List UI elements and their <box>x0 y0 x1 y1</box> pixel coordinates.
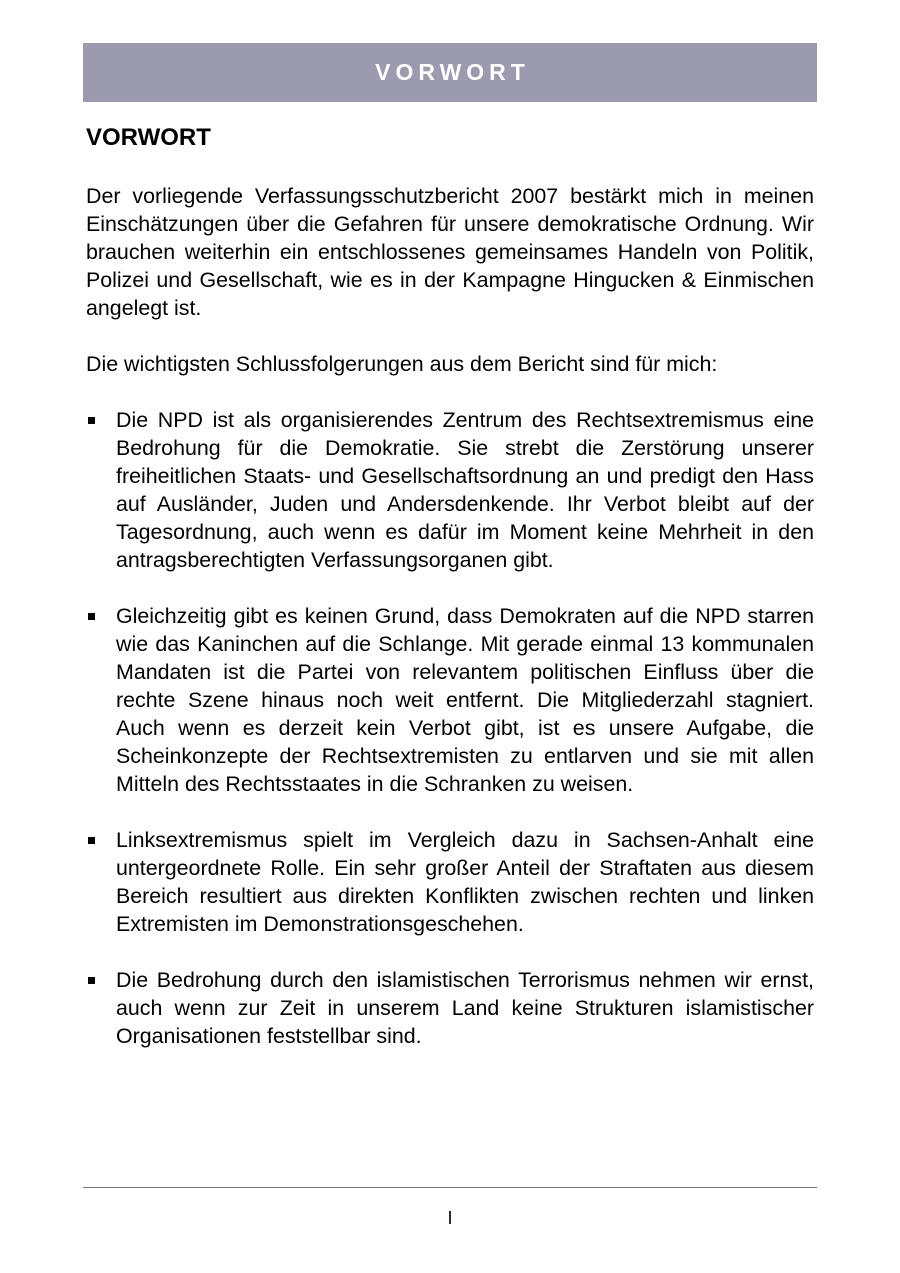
square-bullet-icon <box>88 613 95 620</box>
lead-paragraph: Die wichtigsten Schlussfolgerungen aus dem Bericht sind für mich: <box>86 352 718 376</box>
page-number: I <box>447 1208 453 1228</box>
intro-paragraph: Der vorliegende Verfassungsschutzbericht 2007 bestärkt mich in meinen Einschätzungen über die Gefahren für unsere demokratische Ordnung. Wir brauchen weiterhin ein entschlossenes gemeinsames Handeln von Politik, Polizei und Gesellschaft, wie es in der Kampagne Hingucken & Einmischen angelegt ist. <box>86 184 814 320</box>
list-item <box>86 826 814 938</box>
list-item-text: Die NPD ist als organisierendes Zentrum des Rechtsextremismus eine Bedrohung für die Demokratie. Sie strebt die Zerstörung unserer freiheitlichen Staats- und Gesellschaftsordnung an und predigt den Hass auf Ausländer, Juden und Andersdenkende. Ihr Verbot bleibt auf der Tagesordnung, auch wenn es dafür im Moment keine Mehrheit in den antragsberechtigten Verfassungsorganen gibt. <box>116 408 814 572</box>
list-item <box>86 966 814 1050</box>
square-bullet-icon <box>88 837 95 844</box>
square-bullet-icon <box>88 977 95 984</box>
list-item <box>86 602 814 798</box>
list-item-text: Linksextremismus spielt im Vergleich dazu in Sachsen-Anhalt eine untergeordnete Rolle. Ein sehr großer Anteil der Straftaten aus diesem Bereich resultiert aus direkten Konflikten zwischen rechten und linken Extremisten im Demonstrationsgeschehen. <box>116 828 814 936</box>
square-bullet-icon <box>88 417 95 424</box>
list-item <box>86 406 814 574</box>
list-item-text: Die Bedrohung durch den islamistischen Terrorismus nehmen wir ernst, auch wenn zur Zeit in unserem Land keine Strukturen islamistischer Organisationen feststellbar sind. <box>116 968 814 1048</box>
header-banner-title: VORWORT <box>375 59 530 85</box>
conclusions-list <box>86 406 814 1050</box>
list-item-text: Gleichzeitig gibt es keinen Grund, dass Demokraten auf die NPD starren wie das Kaninchen auf die Schlange. Mit gerade einmal 13 kommunalen Mandaten ist die Partei von relevantem politischen Einfluss über die rechte Szene hinaus noch weit entfernt. Die Mitgliederzahl stagniert. Auch wenn es derzeit kein Verbot gibt, ist es unsere Aufgabe, die Scheinkonzepte der Rechtsextremisten zu entlarven und sie mit allen Mitteln des Rechtsstaates in die Schranken zu weisen. <box>116 604 814 796</box>
header-banner <box>83 43 817 102</box>
body-text <box>86 182 814 1078</box>
page-title: VORWORT <box>86 124 211 151</box>
footer-divider <box>83 1187 817 1188</box>
